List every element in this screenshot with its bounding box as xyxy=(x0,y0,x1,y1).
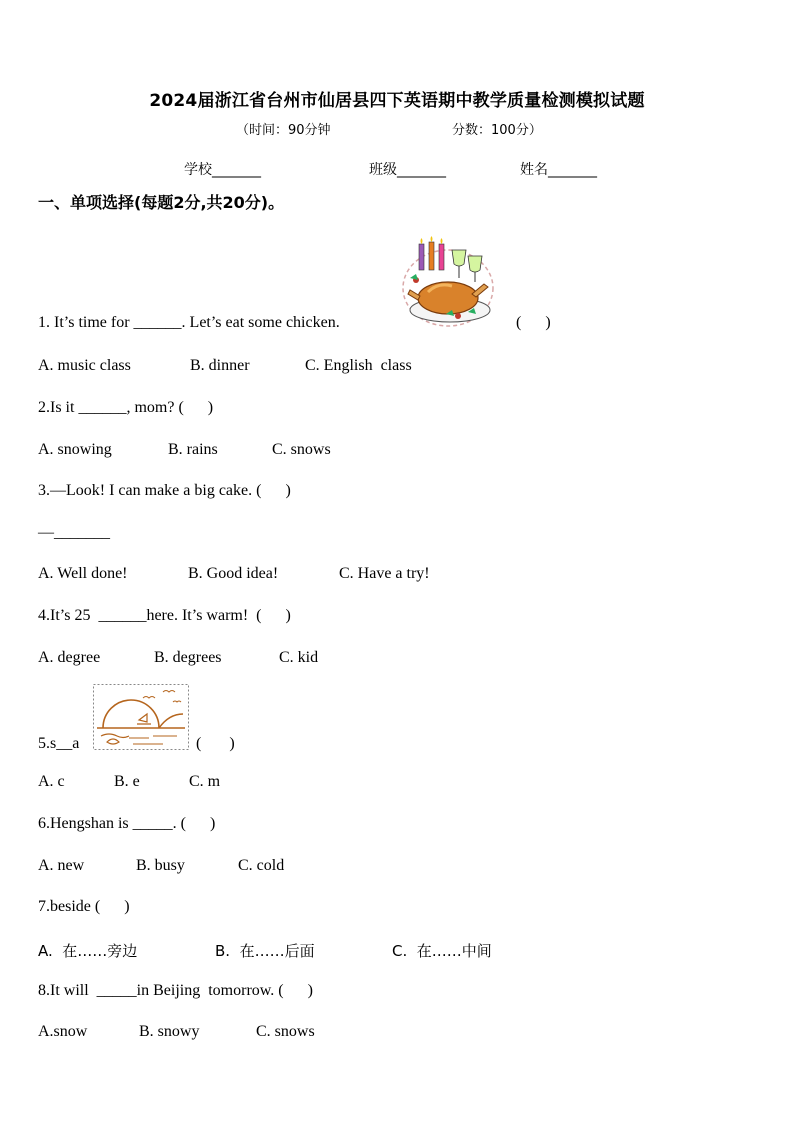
question-1-option-a: A. music class xyxy=(38,357,131,374)
question-3-stem: 3.—Look! I can make a big cake. ( ) xyxy=(38,482,291,499)
page-title: 2024届浙江省台州市仙居县四下英语期中教学质量检测模拟试题 xyxy=(149,91,645,111)
question-4-option-b: B. degrees xyxy=(154,649,222,666)
question-6-option-c: C. cold xyxy=(238,857,285,874)
question-1-stem: 1. It’s time for ______. Let’s eat some chicken. xyxy=(38,314,340,331)
question-3-answer-line: —_______ xyxy=(38,524,110,541)
question-5-option-a: A. c xyxy=(38,773,65,790)
question-2-option-c: C. snows xyxy=(272,441,331,458)
name-field: 姓名_______ xyxy=(520,162,597,178)
question-2-stem: 2.Is it ______, mom? ( ) xyxy=(38,399,214,416)
question-7-stem: 7.beside ( ) xyxy=(38,898,130,915)
question-7-option-a: A. 在……旁边 xyxy=(38,942,138,960)
question-1-option-b: B. dinner xyxy=(190,357,250,374)
class-field: 班级_______ xyxy=(369,162,446,178)
question-6-stem: 6.Hengshan is _____. ( ) xyxy=(38,815,216,832)
question-3-option-b: B. Good idea! xyxy=(188,565,279,582)
school-field: 学校_______ xyxy=(184,162,261,178)
question-2-option-b: B. rains xyxy=(168,441,218,458)
question-5-option-b: B. e xyxy=(114,773,140,790)
question-1-option-c: C. English class xyxy=(305,357,412,374)
question-8-option-c: C. snows xyxy=(256,1023,315,1040)
exam-score: 分数：100分） xyxy=(452,123,542,138)
question-7-option-c: C. 在……中间 xyxy=(392,942,492,960)
sea-sunset-picture xyxy=(93,684,189,750)
question-4-stem: 4.It’s 25 ______here. It’s warm! ( ) xyxy=(38,607,291,624)
question-4-option-c: C. kid xyxy=(279,649,319,666)
question-3-option-a: A. Well done! xyxy=(38,565,128,582)
question-5-stem: 5.s__a xyxy=(38,735,80,752)
exam-time: （时间：90分钟 xyxy=(236,123,331,138)
section-title: 一、单项选择(每题2分,共20分)。 xyxy=(38,193,285,212)
question-6-option-a: A. new xyxy=(38,857,85,874)
question-8-option-b: B. snowy xyxy=(139,1023,200,1040)
question-5-option-c: C. m xyxy=(189,773,221,790)
roast-chicken-dinner-picture xyxy=(398,236,502,330)
question-1-answer-blank: ( ) xyxy=(516,314,551,331)
question-7-option-b: B. 在……后面 xyxy=(215,942,315,960)
question-5-answer-blank: ( ) xyxy=(196,735,235,752)
question-6-option-b: B. busy xyxy=(136,857,185,874)
question-8-option-a: A.snow xyxy=(38,1023,88,1040)
question-2-option-a: A. snowing xyxy=(38,441,112,458)
question-8-stem: 8.It will _____in Beijing tomorrow. ( ) xyxy=(38,982,313,999)
question-4-option-a: A. degree xyxy=(38,649,101,666)
question-3-option-c: C. Have a try! xyxy=(339,565,430,582)
